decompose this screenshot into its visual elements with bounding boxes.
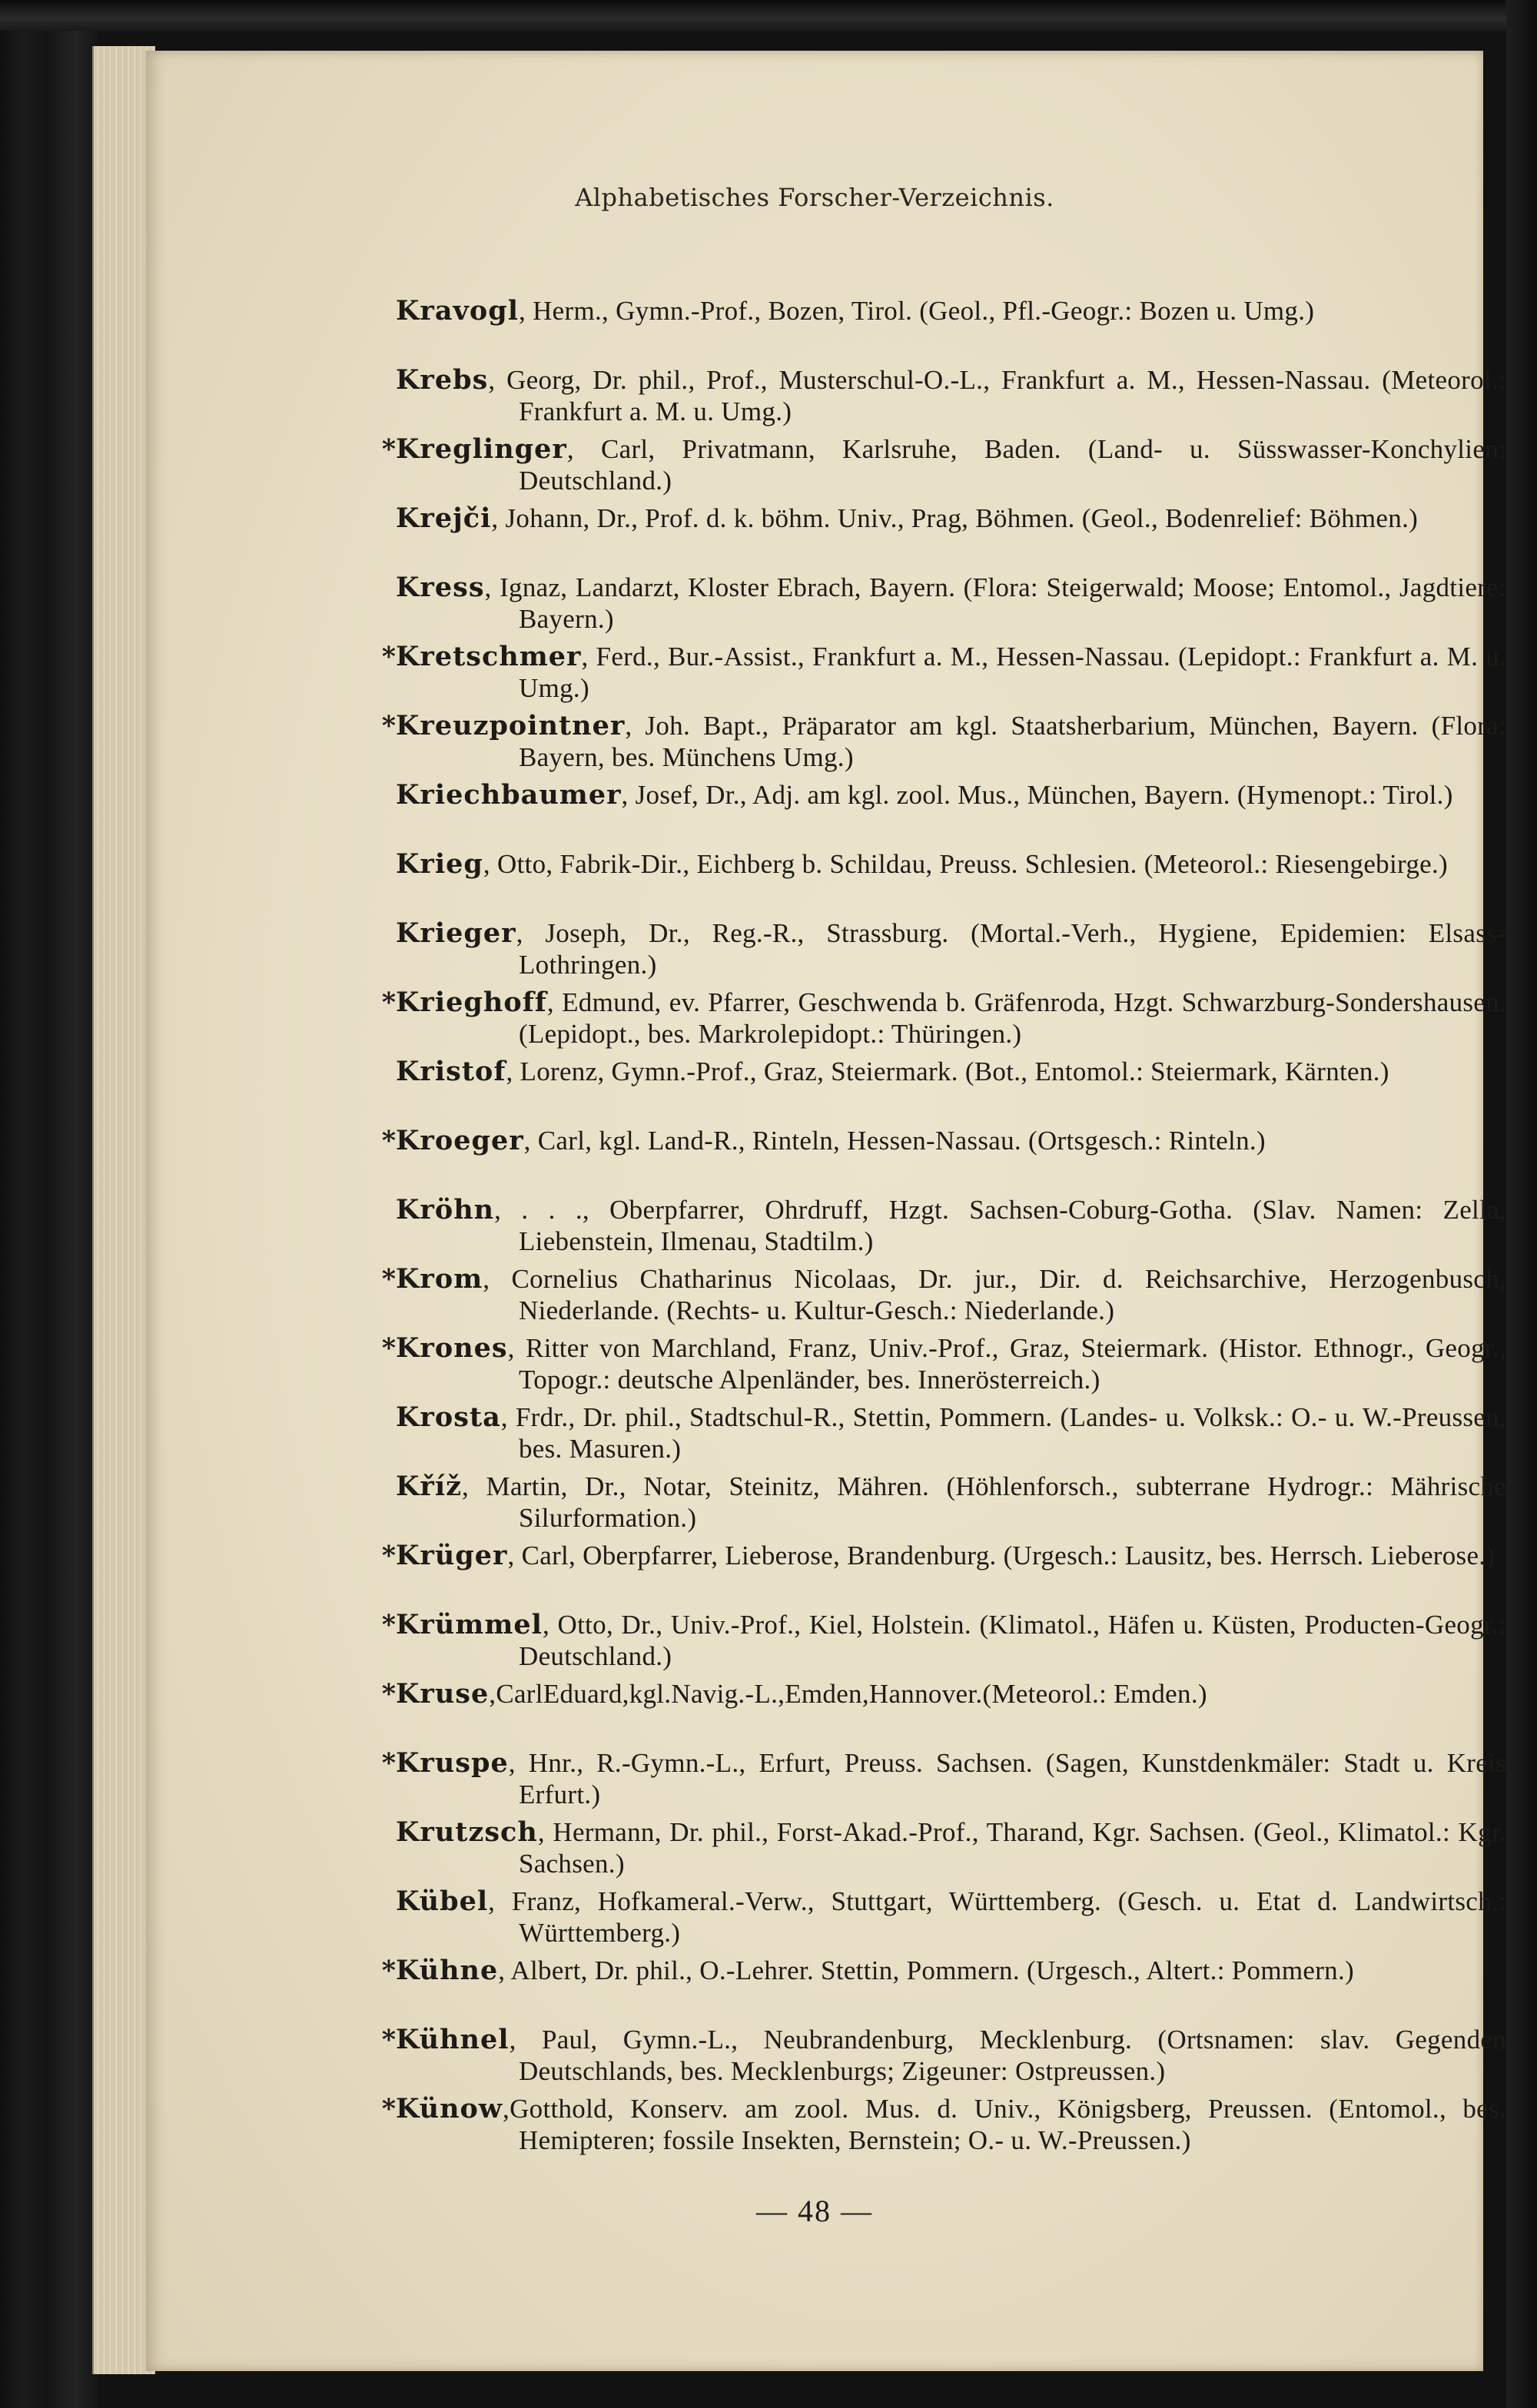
entry-details: , Lorenz, Gymn.-Prof., Graz, Steiermark. (Bot., Entomol.: Steiermark, Kärnten.) [506, 1056, 1389, 1086]
entry-details: ,CarlEduard,kgl.Navig.-L.,Emden,Hannover.(Meteorol.: Emden.) [489, 1679, 1207, 1709]
entry-surname: Krones [396, 1332, 508, 1364]
entry-marker: * [381, 1263, 396, 1295]
researcher-entry [381, 641, 1506, 704]
researcher-entry [381, 710, 1506, 773]
entry-marker: * [381, 1678, 396, 1710]
entry-details: , Otto, Fabrik-Dir., Eichberg b. Schildau, Preuss. Schlesien. (Meteorol.: Riesengebirge.) [483, 849, 1448, 879]
entry-surname: Kravogl [396, 295, 519, 327]
entry-details: , Hermann, Dr. phil., Forst-Akad.-Prof., Tharand, Kgr. Sachsen. (Geol., Klimatol.: Kgr. Sachsen.) [519, 1817, 1506, 1879]
entry-marker: * [381, 641, 396, 672]
researcher-entry [381, 1747, 1506, 1810]
entry-details: , Josef, Dr., Adj. am kgl. zool. Mus., München, Bayern. (Hymenopt.: Tirol.) [621, 780, 1453, 810]
entry-marker: * [381, 987, 396, 1018]
entry-details: , Martin, Dr., Notar, Steinitz, Mähren. (Höhlenforsch., subterrane Hydrogr.: Mährische Silurformation.) [462, 1471, 1506, 1533]
entry-details: , Carl, Privatmann, Karlsruhe, Baden. (Land- u. Süsswasser-Konchylien: Deutschland.) [519, 434, 1506, 496]
researcher-entry [381, 2024, 1506, 2087]
entry-surname: Kriechbaumer [396, 779, 622, 811]
researcher-entry [381, 2093, 1506, 2156]
entry-details: , Carl, kgl. Land-R., Rinteln, Hessen-Nassau. (Ortsgesch.: Rinteln.) [523, 1126, 1266, 1156]
entry-surname: Krosta [396, 1401, 501, 1433]
book-page [146, 51, 1506, 2371]
entry-marker: * [381, 1332, 396, 1364]
entry-surname: Kroeger [396, 1125, 524, 1156]
entry-surname: Kretschmer [396, 641, 582, 672]
researcher-entry [381, 987, 1506, 1050]
running-head: Alphabetisches Forscher-Verzeichnis. [575, 183, 1054, 212]
entry-surname: Krieg [396, 848, 483, 880]
researcher-entry [396, 917, 1506, 980]
researcher-entry [396, 364, 1506, 427]
researcher-entry [396, 295, 1506, 358]
entry-surname: Krejči [396, 502, 492, 534]
entry-surname: Kress [396, 572, 485, 603]
researcher-entry [381, 1332, 1506, 1395]
entry-marker: * [381, 1125, 396, 1156]
entry-details: , Cornelius Chatharinus Nicolaas, Dr. jur., Dir. d. Reichsarchive, Herzogenbusch, Niederlande. (Rechts- u. Kultur-Gesch.: Niederlande.) [483, 1264, 1506, 1325]
entry-surname: Krieger [396, 917, 516, 949]
entry-details: , Johann, Dr., Prof. d. k. böhm. Univ., Prag, Böhmen. (Geol., Bodenrelief: Böhmen.) [491, 503, 1419, 533]
researcher-entry [381, 1125, 1506, 1188]
entry-surname: Krüger [396, 1540, 508, 1571]
entry-surname: Krieghoff [396, 987, 547, 1018]
entry-details: , Ritter von Marchland, Franz, Univ.-Prof., Graz, Steiermark. (Histor. Ethnogr., Geogr., Topogr.: deutsche Alpenländer, bes. Innerösterreich.) [507, 1333, 1506, 1395]
researcher-entry [381, 1540, 1506, 1603]
entry-details: , Carl, Oberpfarrer, Lieberose, Brandenburg. (Urgesch.: Lausitz, bes. Herrsch. Lieberose.) [507, 1541, 1496, 1571]
entry-surname: Kühnel [396, 2024, 510, 2055]
entry-details: , Franz, Hofkameral.-Verw., Stuttgart, Württemberg. (Gesch. u. Etat d. Landwirtsch.: Württemberg.) [488, 1886, 1506, 1948]
entry-surname: Kruse [396, 1678, 490, 1710]
entry-surname: Krümmel [396, 1609, 543, 1640]
entry-marker: * [381, 1609, 396, 1640]
book-cover-edge-top [0, 0, 1537, 31]
entry-surname: Kříž [396, 1471, 463, 1502]
entry-marker: * [381, 1747, 396, 1779]
entry-surname: Kühne [396, 1955, 499, 1986]
entry-marker: * [381, 2024, 396, 2055]
researcher-entry [381, 1678, 1506, 1741]
entry-details: , Joh. Bapt., Präparator am kgl. Staatsherbarium, München, Bayern. (Flora: Bayern, bes. Münchens Umg.) [519, 711, 1506, 772]
entry-surname: Kruspe [396, 1747, 509, 1779]
entry-surname: Krom [396, 1263, 483, 1295]
entry-details: , Hnr., R.-Gymn.-L., Erfurt, Preuss. Sachsen. (Sagen, Kunstdenkmäler: Stadt u. Kreis Erfurt.) [508, 1748, 1506, 1809]
entry-marker: * [381, 2093, 396, 2124]
researcher-entry-list [381, 295, 1506, 2162]
entry-surname: Krutzsch [396, 1816, 538, 1848]
entry-surname: Krebs [396, 364, 489, 396]
researcher-entry [396, 1471, 1506, 1534]
entry-details: , Joseph, Dr., Reg.-R., Strassburg. (Mortal.-Verh., Hygiene, Epidemien: Elsass-Lothringen.) [516, 918, 1506, 980]
researcher-entry [396, 1056, 1506, 1119]
entry-details: , Frdr., Dr. phil., Stadtschul-R., Stettin, Pommern. (Landes- u. Volksk.: O.- u. W.-Preussen, bes. Masuren.) [500, 1402, 1506, 1464]
researcher-entry [396, 1401, 1506, 1464]
entry-details: , Ferd., Bur.-Assist., Frankfurt a. M., Hessen-Nassau. (Lepidopt.: Frankfurt a. M. u. Umg.) [519, 642, 1506, 703]
entry-details: , Georg, Dr. phil., Prof., Musterschul-O.-L., Frankfurt a. M., Hessen-Nassau. (Meteorol.: Frankfurt a. M. u. Umg.) [488, 365, 1506, 426]
entry-surname: Kreuzpointner [396, 710, 626, 741]
entry-details: , Albert, Dr. phil., O.-Lehrer. Stettin, Pommern. (Urgesch., Altert.: Pommern.) [498, 1955, 1354, 1985]
book-cover-edge-right [1506, 0, 1537, 2408]
page-number: — 48 — [756, 2194, 873, 2228]
researcher-entry [396, 1886, 1506, 1949]
entry-surname: Kristof [396, 1056, 506, 1087]
entry-details: , Edmund, ev. Pfarrer, Geschwenda b. Gräfenroda, Hzgt. Schwarzburg-Sondershausen. (Lepidopt., bes. Markrolepidopt.: Thüringen.) [519, 987, 1506, 1049]
researcher-entry [381, 1955, 1506, 2018]
researcher-entry [396, 1816, 1506, 1879]
researcher-entry [396, 502, 1506, 566]
researcher-entry [381, 1263, 1506, 1326]
researcher-entry [381, 433, 1506, 496]
researcher-entry [396, 572, 1506, 635]
researcher-entry [381, 1609, 1506, 1672]
entry-details: , Herm., Gymn.-Prof., Bozen, Tirol. (Geol., Pfl.-Geogr.: Bozen u. Umg.) [519, 296, 1315, 326]
researcher-entry [396, 1194, 1506, 1257]
entry-surname: Kröhn [396, 1194, 495, 1226]
entry-marker: * [381, 1540, 396, 1571]
researcher-entry [396, 779, 1506, 842]
entry-marker: * [381, 1955, 396, 1986]
entry-surname: Kübel [396, 1886, 489, 1917]
entry-details: , . . ., Oberpfarrer, Ohrdruff, Hzgt. Sachsen-Coburg-Gotha. (Slav. Namen: Zella, Liebenstein, Ilmenau, Stadtilm.) [494, 1195, 1506, 1256]
entry-surname: Kreglinger [396, 433, 567, 465]
entry-marker: * [381, 710, 396, 741]
entry-marker: * [381, 433, 396, 465]
researcher-entry [396, 848, 1506, 911]
entry-details: ,Gotthold, Konserv. am zool. Mus. d. Univ., Königsberg, Preussen. (Entomol., bes. Hemipteren; fossile Insekten, Bernstein; O.- u. W.-Preussen.) [503, 2094, 1506, 2155]
entry-details: , Paul, Gymn.-L., Neubrandenburg, Mecklenburg. (Ortsnamen: slav. Gegenden Deutschlands, bes. Mecklenburgs; Zigeuner: Ostpreussen.) [509, 2025, 1506, 2086]
entry-details: , Otto, Dr., Univ.-Prof., Kiel, Holstein. (Klimatol., Häfen u. Küsten, Producten-Geogr.: Deutschland.) [519, 1610, 1506, 1671]
entry-details: , Ignaz, Landarzt, Kloster Ebrach, Bayern. (Flora: Steigerwald; Moose; Entomol., Jagdtiere: Bayern.) [484, 572, 1506, 634]
entry-surname: Künow [396, 2093, 503, 2124]
